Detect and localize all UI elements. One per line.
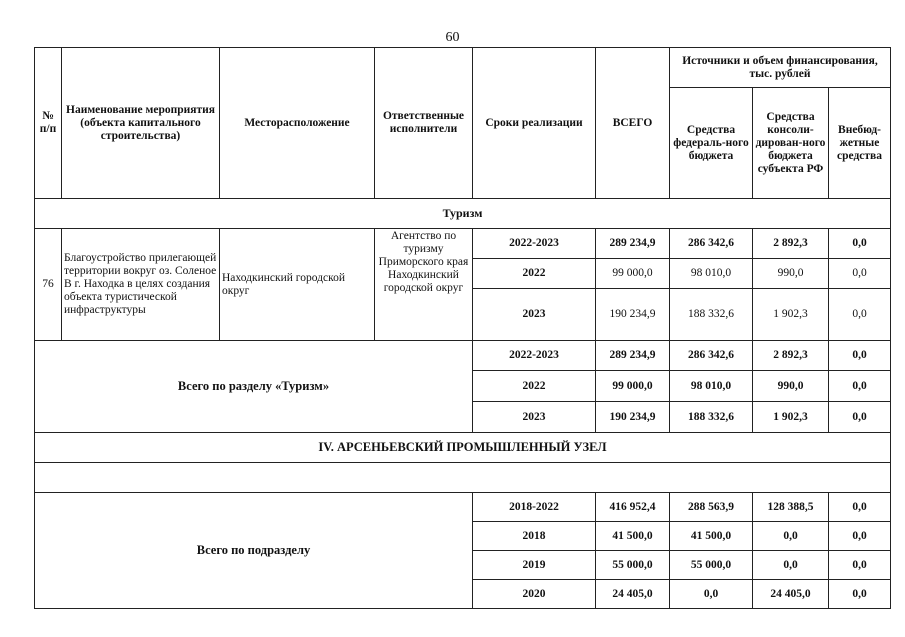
regional-cell: 1 902,3 <box>753 289 829 341</box>
period-cell: 2018-2022 <box>473 493 596 522</box>
federal-cell: 98 010,0 <box>670 259 753 289</box>
header-regional: Средства консоли-дирован-ного бюджета субъекта РФ <box>753 88 829 199</box>
item-location: Находкинский городской округ <box>220 229 375 341</box>
tourism-total-label: Всего по разделу «Туризм» <box>35 341 473 433</box>
period-cell: 2023 <box>473 402 596 433</box>
period-cell: 2019 <box>473 551 596 580</box>
financing-table <box>34 47 891 609</box>
section-tourism: Туризм <box>35 199 891 229</box>
regional-cell: 24 405,0 <box>753 580 829 609</box>
regional-cell: 2 892,3 <box>753 229 829 259</box>
table-row <box>35 229 891 259</box>
total-cell: 99 000,0 <box>596 259 670 289</box>
total-cell: 24 405,0 <box>596 580 670 609</box>
offbudget-cell: 0,0 <box>829 259 891 289</box>
federal-cell: 41 500,0 <box>670 522 753 551</box>
offbudget-cell: 0,0 <box>829 289 891 341</box>
total-cell: 289 234,9 <box>596 229 670 259</box>
header-period: Сроки реализации <box>473 48 596 199</box>
page-number: 60 <box>445 30 460 45</box>
header-sources: Источники и объем финансирования, тыс. рублей <box>670 48 891 88</box>
offbudget-cell: 0,0 <box>829 402 891 433</box>
period-cell: 2022 <box>473 259 596 289</box>
item-responsible: Агентство по туризму Приморского края Находкинский городской округ <box>375 229 473 341</box>
regional-cell: 990,0 <box>753 259 829 289</box>
section-arsenyev: IV. АРСЕНЬЕВСКИЙ ПРОМЫШЛЕННЫЙ УЗЕЛ <box>35 433 891 463</box>
offbudget-cell: 0,0 <box>829 522 891 551</box>
regional-cell: 990,0 <box>753 371 829 402</box>
regional-cell: 128 388,5 <box>753 493 829 522</box>
total-cell: 190 234,9 <box>596 289 670 341</box>
federal-cell: 55 000,0 <box>670 551 753 580</box>
period-cell: 2022 <box>473 371 596 402</box>
federal-cell: 188 332,6 <box>670 289 753 341</box>
total-cell: 416 952,4 <box>596 493 670 522</box>
subsection-total-label: Всего по подразделу <box>35 493 473 609</box>
offbudget-cell: 0,0 <box>829 341 891 371</box>
table-row <box>35 341 891 371</box>
header-responsible: Ответственные исполнители <box>375 48 473 199</box>
federal-cell: 0,0 <box>670 580 753 609</box>
item-name: Благоустройство прилегающей территории вокруг оз. Соленое В г. Находка в целях создания объекта туристической инфраструктуры <box>62 229 220 341</box>
table-row <box>35 493 891 522</box>
offbudget-cell: 0,0 <box>829 580 891 609</box>
total-cell: 55 000,0 <box>596 551 670 580</box>
header-location: Месторасположение <box>220 48 375 199</box>
header-total: ВСЕГО <box>596 48 670 199</box>
regional-cell: 0,0 <box>753 522 829 551</box>
offbudget-cell: 0,0 <box>829 229 891 259</box>
total-cell: 190 234,9 <box>596 402 670 433</box>
item-num: 76 <box>35 229 62 341</box>
offbudget-cell: 0,0 <box>829 371 891 402</box>
period-cell: 2020 <box>473 580 596 609</box>
offbudget-cell: 0,0 <box>829 493 891 522</box>
header-offbudget: Внебюд-жетные средства <box>829 88 891 199</box>
header-num: № п/п <box>35 48 62 199</box>
total-cell: 99 000,0 <box>596 371 670 402</box>
header-name: Наименование мероприятия (объекта капитального строительства) <box>62 48 220 199</box>
federal-cell: 288 563,9 <box>670 493 753 522</box>
period-cell: 2022-2023 <box>473 341 596 371</box>
total-cell: 289 234,9 <box>596 341 670 371</box>
offbudget-cell: 0,0 <box>829 551 891 580</box>
federal-cell: 286 342,6 <box>670 229 753 259</box>
federal-cell: 98 010,0 <box>670 371 753 402</box>
regional-cell: 1 902,3 <box>753 402 829 433</box>
period-cell: 2022-2023 <box>473 229 596 259</box>
total-cell: 41 500,0 <box>596 522 670 551</box>
federal-cell: 286 342,6 <box>670 341 753 371</box>
header-federal: Средства федераль-ного бюджета <box>670 88 753 199</box>
regional-cell: 0,0 <box>753 551 829 580</box>
federal-cell: 188 332,6 <box>670 402 753 433</box>
regional-cell: 2 892,3 <box>753 341 829 371</box>
period-cell: 2018 <box>473 522 596 551</box>
period-cell: 2023 <box>473 289 596 341</box>
empty-spacer-row <box>35 463 891 493</box>
